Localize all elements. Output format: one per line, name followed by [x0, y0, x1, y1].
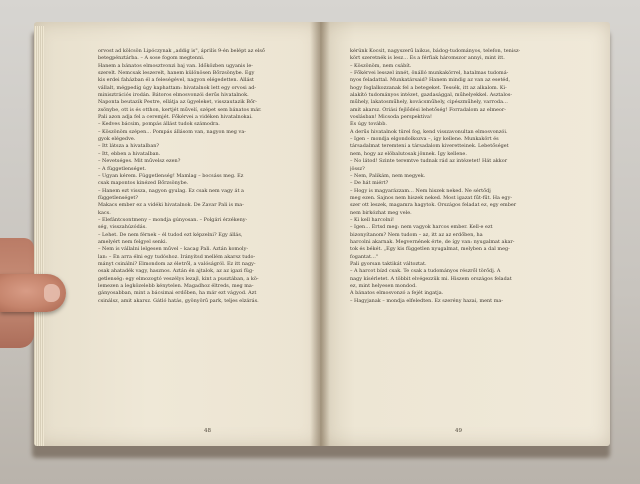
- text-line: lemezen a legközelebb kénytelen. Magadhoz éltreds, meg ma-: [98, 283, 254, 289]
- text-line: – Kedves bácsim, pompás állást tudok számodra.: [98, 121, 220, 128]
- text-line: nyos feladattal. Munkatársaid? Hanem mindig az van az esetéd,: [350, 77, 511, 84]
- text-line: voslásban! Micsoda perspektíva!: [350, 114, 432, 121]
- right-page-number: 49: [455, 428, 462, 434]
- text-line: kacs.: [98, 209, 111, 216]
- text-line: – Igen… Értsd meg: nem vagyok harcos ember. Kell-e ezt: [350, 224, 493, 231]
- text-line: betegpénztárba. – A sose fogom megtenni.: [98, 55, 205, 62]
- text-line: orvost ad kölcsön Lipóczynak „addig is", áprilís 9-én belépt az első: [98, 48, 265, 54]
- text-line: mányt csinálni? Elmondom az életről, a valóságról. Ez itt nagy-: [98, 260, 256, 267]
- text-line: bizonyítanom? Nem tudom – az, itt az az erdőben, ha: [350, 231, 483, 238]
- text-line: nem birkózhat meg vele.: [350, 209, 412, 216]
- text-line: – Főkérvei lesszel innét, önálló munkakörrel, hatalmas tudomá-: [350, 70, 509, 77]
- text-line: szerelt. Nemcsak leszerelt, hanem különösen Bőrzsönybe. Egy: [98, 70, 255, 77]
- text-line: nagy kísérletet. A többit elvégezzük mi. Hiszem országos feladat: [350, 275, 512, 282]
- text-line: – Köszönöm, nem csábít.: [350, 62, 412, 69]
- text-line: – De hát miért?: [350, 180, 389, 187]
- text-line: – Hogy is magyarázzam… Nem hiszek neked. Ne sértődj: [350, 187, 491, 194]
- text-line: kört szeretnék is lesz… És a férfiak háromszor annyi, mint itt.: [350, 55, 505, 62]
- text-line: kis erdei faházban él a feleségével, nagyon elégedetten. Állást: [98, 77, 254, 84]
- text-line: – Ugyan kérem. Függetlenség! Mamlag – bocsáss meg. Ez: [98, 172, 244, 179]
- text-line: – No látod! Szinte teremtve tudnak rád az intézetet! Hát akkor: [350, 158, 508, 165]
- book-gutter: [310, 22, 330, 446]
- text-line: jössz?: [350, 165, 365, 172]
- text-line: harcolni akarnak. Megvernének érte, de így van: nyugalmat akar-: [350, 238, 515, 245]
- text-line: Pali azon adja fel a ceremjét. Főkérvei a vidéken hivatalnokai.: [98, 114, 253, 121]
- text-line: csinálsz, amit akarsz. Gátló hatás, gyönyörű park, teljes elzárás.: [98, 297, 259, 304]
- hand-holding-book: [0, 238, 70, 348]
- text-line: – Lehet. De nem férnek – él tudod ezt képzelni? Egy állás,: [98, 231, 243, 238]
- text-line: csak mapontos kinézed Bőrzsönybe.: [98, 180, 189, 187]
- text-line: – Köszönöm szépen… Pompás állásom van, nagyon meg va-: [98, 128, 246, 135]
- text-line: – Hagyjanak – mondja elfeledten. Ez szerény hazai, ment ma-: [350, 297, 504, 304]
- text-line: getlenség: egy elmozogtó veszélys lezajl, kint a pusztában, a kö-: [98, 275, 259, 282]
- text-line: alakító tudományos intézet, gazdasággal, műhelyekkel. Asztalos-: [350, 92, 513, 99]
- text-line: – Itt, ebben a hivatalban.: [98, 150, 161, 157]
- text-line: – Nem, Palikám, nem megyek.: [350, 172, 426, 179]
- text-line: – Elefántcsontmeny – mondja gúnyosan. – Polgári érzékeny-: [98, 216, 248, 223]
- text-line: – Ki kell harcolni!: [350, 216, 395, 223]
- text-line: A derűs hivatalnok türel fog, kend visszavonultan elmosvonzói.: [350, 128, 508, 135]
- text-line: Pali gyorsan taktikát változtat.: [350, 260, 427, 267]
- text-line: gyok elégedve.: [98, 136, 136, 143]
- text-line: fogantat…": [350, 253, 379, 260]
- text-line: szer ott leszek, magamra hagytok. Országos feladat ez, egy ember: [350, 202, 517, 209]
- text-line: műhely, lakatosműhely, kovácsműhely, cipészműhely, varroda…: [350, 99, 508, 106]
- left-page: [34, 22, 320, 446]
- text-line: osak ahatadék vagy, hasznos. Aztán én ajtalok, az az igazi füg-: [98, 268, 254, 275]
- text-line: minisztrációs irodán. Bátoros elmosvonzói derűs hivatalnok.: [98, 92, 249, 99]
- page-edges: [34, 26, 44, 446]
- text-line: amit akarsz. Óriási fejlődési lehetőség! Forradalom az elmeor-: [350, 106, 506, 113]
- text-line: Naponta beutazik Pestre, ellátja az ügyeleket, visszautazik Bőr-: [98, 99, 257, 106]
- text-line: – Hanem ezt vissza, nagyon gyulag. Ez csak nem vagy át a: [98, 187, 244, 194]
- text-line: – A harcot bízd csak. Te csak a tudományos részről törődj. A: [350, 268, 501, 275]
- text-line: – Itt látsza a hivatalban?: [98, 143, 160, 150]
- left-page-text: [98, 48, 312, 305]
- text-line: Hanem a bánatos elmosztvonzi baj van. Időközben ugyanis le-: [98, 62, 253, 69]
- text-line: kérünk Kocsit, nagyszerű laikus, bádog-tudományos, telefon, tenisz-: [350, 48, 521, 54]
- open-book: [28, 22, 608, 450]
- text-line: ez, mint helyesen mondod.: [350, 283, 417, 289]
- text-line: gányosabban, mint a bácsimai erdőben, ha már ezt vágyod. Azt: [98, 290, 257, 297]
- text-line: lan: – Én arra élni egy tudóshoz. Irányítsd mellém akarsz tudo-: [98, 253, 256, 260]
- right-page: [320, 22, 610, 446]
- text-line: – Nem is vállalni lelgesen művel – kacag Pali. Aztán komoly-: [98, 246, 249, 253]
- text-line: zsönybe, ott is és otthon, kertjét művelí, szépet sem bánatos már.: [98, 106, 262, 113]
- thumbnail: [44, 284, 60, 302]
- text-line: És úgy tovább.: [350, 121, 387, 128]
- text-line: vállalt, mégpedig úgy kaphattam: hivatalnok lett egy orvosi ad-: [98, 84, 257, 91]
- text-line: – Nevetséges. Mit művelsz ezen?: [98, 158, 181, 165]
- text-line: ség, visszahúzódás.: [98, 224, 147, 231]
- text-line: meg ezen. Sajnos nem hiszek neked. Most igazat fűt-fűt. Ha egy-: [350, 194, 513, 201]
- left-page-number: 48: [204, 428, 211, 434]
- text-line: függetlenséget?: [98, 194, 139, 201]
- text-line: nem, hogy az elöbalutosak jönnek. Így kellene.: [350, 150, 467, 157]
- text-line: társadalmat teremteni a társadalom kiveretteinek. Lebetőséget: [350, 143, 509, 150]
- text-line: hogy foglalkozzanak fel a betegeket. Tessék, itt az alkalom. Ki-: [350, 84, 507, 91]
- right-page-text: [350, 48, 576, 305]
- text-line: – Igen – mondja elgondolkozva –, így kellene. Munkakört és: [350, 136, 499, 143]
- text-line: A bánatos elmosvonzó a fejét ingatja.: [350, 290, 444, 297]
- text-line: Makacs ember ez a vidéki hivatalnok. De Zavar Pali is ma-: [98, 202, 244, 209]
- text-line: tok és békét. „Egy kis független nyugalmat, melyben a dal meg-: [350, 246, 510, 253]
- text-line: amelyért nem felgyel senki.: [98, 238, 168, 245]
- text-line: – A függetlenséget.: [98, 165, 147, 172]
